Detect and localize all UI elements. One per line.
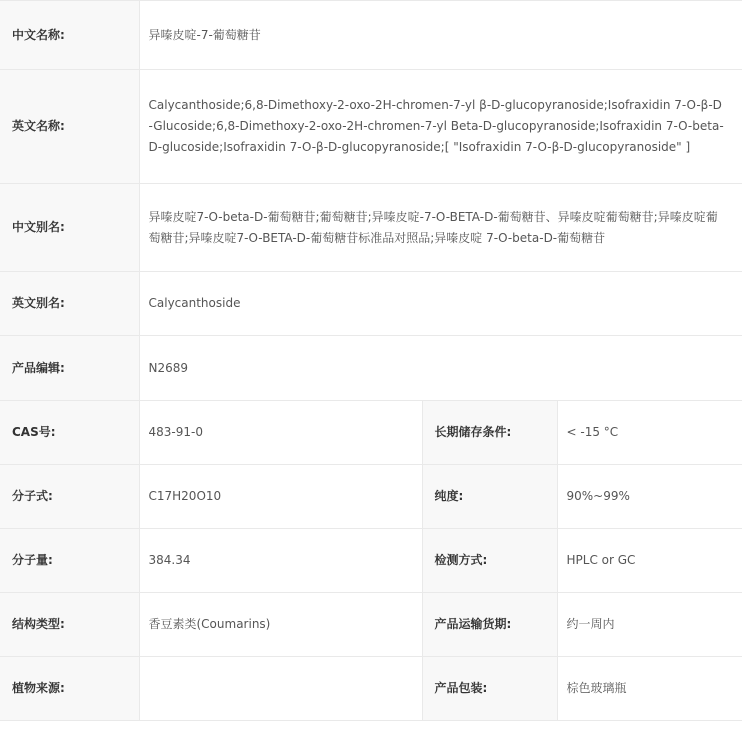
spec-row-cas [0, 401, 742, 465]
english-alias-label: 英文别名: [0, 272, 139, 336]
spec-row-formula [0, 465, 742, 529]
packaging-label: 产品包装: [422, 657, 557, 721]
molecular-formula-label: 分子式: [0, 465, 139, 529]
packaging-value: 棕色玻璃瓶 [557, 657, 742, 721]
chinese-alias-value: 异嗪皮啶7-O-beta-D-葡萄糖苷;葡萄糖苷;异嗪皮啶-7-O-BETA-D-葡萄糖苷、异嗪皮啶葡萄糖苷;异嗪皮啶葡萄糖苷;异嗪皮啶7-O-BETA-D-葡萄糖苷标准品对照品;异嗪皮啶 7-O-beta-D-葡萄糖苷 [139, 184, 742, 272]
spec-row-source [0, 657, 742, 721]
english-alias-value: Calycanthoside [139, 272, 742, 336]
structure-type-label: 结构类型: [0, 593, 139, 657]
spec-row-english-alias [0, 272, 742, 336]
product-code-value: N2689 [139, 336, 742, 401]
spec-row-weight [0, 529, 742, 593]
shipping-time-value: 约一周内 [557, 593, 742, 657]
spec-row-product-code [0, 336, 742, 401]
spec-row-chinese-alias [0, 184, 742, 272]
purity-value: 90%~99% [557, 465, 742, 529]
shipping-time-label: 产品运输货期: [422, 593, 557, 657]
detection-method-value: HPLC or GC [557, 529, 742, 593]
molecular-formula-value: C17H20O10 [139, 465, 422, 529]
spec-row-structure [0, 593, 742, 657]
plant-source-label: 植物来源: [0, 657, 139, 721]
structure-type-value: 香豆素类(Coumarins) [139, 593, 422, 657]
storage-condition-label: 长期储存条件: [422, 401, 557, 465]
chinese-alias-label: 中文别名: [0, 184, 139, 272]
cas-value: 483-91-0 [139, 401, 422, 465]
molecular-weight-label: 分子量: [0, 529, 139, 593]
english-name-value: Calycanthoside;6,8-Dimethoxy-2-oxo-2H-chromen-7-yl β-D-glucopyranoside;Isofraxidin 7-O-β-D-Glucoside;6,8-Dimethoxy-2-oxo-2H-chromen-7-yl Beta-D-glucopyranoside;Isofraxidin 7-O-beta-D-glucoside;Isofraxidin 7-O-β-D-glucopyranoside;[ "Isofraxidin 7-O-β-D-glucopyranoside" ] [139, 70, 742, 184]
purity-label: 纯度: [422, 465, 557, 529]
molecular-weight-value: 384.34 [139, 529, 422, 593]
spec-row-english-name [0, 70, 742, 184]
storage-condition-value: < -15 °C [557, 401, 742, 465]
chinese-name-label: 中文名称: [0, 1, 139, 70]
detection-method-label: 检测方式: [422, 529, 557, 593]
chinese-name-value: 异嗪皮啶-7-葡萄糖苷 [139, 1, 742, 70]
cas-label: CAS号: [0, 401, 139, 465]
english-name-label: 英文名称: [0, 70, 139, 184]
spec-row-chinese-name [0, 1, 742, 70]
plant-source-value [139, 657, 422, 721]
product-code-label: 产品编辑: [0, 336, 139, 401]
